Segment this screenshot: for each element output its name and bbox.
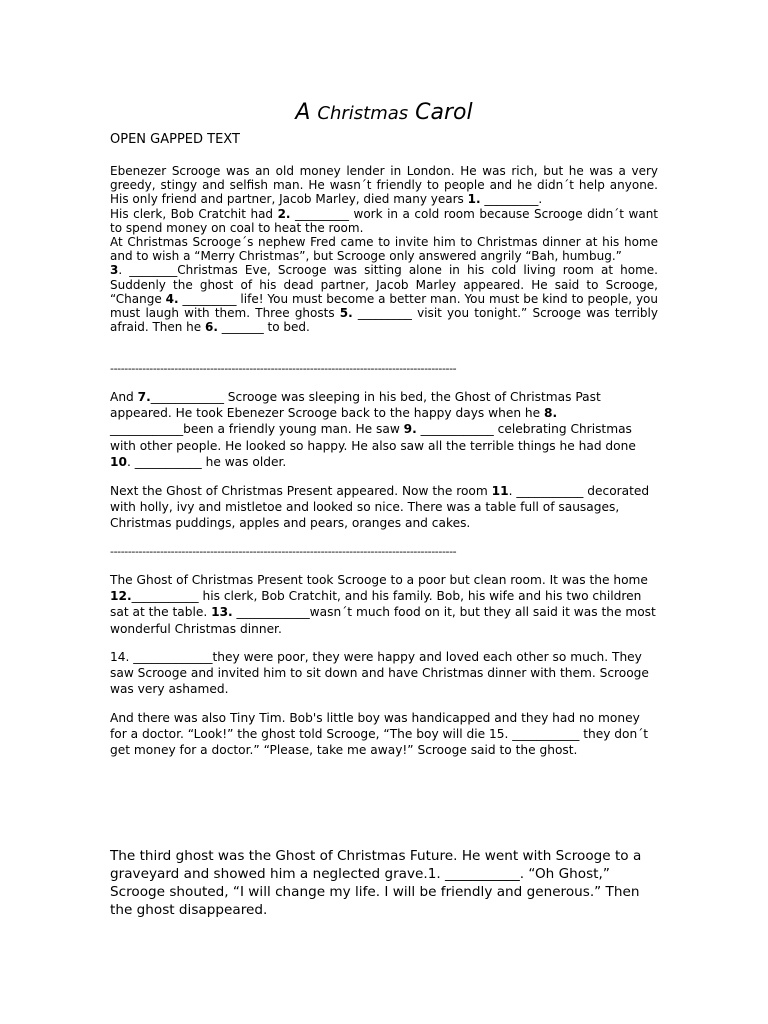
text: ___________ his clerk, Bob Cratchit, and his family. Bob, his wife and his two children sat at the table. [110, 589, 642, 620]
paragraph-3: At Christmas Scrooge´s nephew Fred came to invite him to Christmas dinner at his home and to wish a “Merry Christmas”, but Scrooge only answered angrily “Bah, humbug.” [110, 235, 658, 264]
text: _______ to bed. [217, 320, 310, 335]
section-one [110, 164, 658, 334]
paragraph-6 [110, 483, 658, 532]
paragraph-5 [110, 389, 658, 470]
divider-line: ------------------------------------------------------------------------------------------------- [110, 545, 457, 558]
gap-number: 8. [544, 406, 558, 421]
gap-number: 11 [491, 484, 509, 498]
page-title [0, 100, 768, 125]
paragraph-1 [110, 164, 658, 207]
title-part-carol: Carol [408, 100, 473, 125]
section-three [110, 572, 658, 637]
subtitle: OPEN GAPPED TEXT [110, 132, 240, 147]
text: . ________Christmas Eve, Scrooge was sitting alone in his cold living room at home. Suddenly the ghost of his dead partner, Jacob Marley appeared. He said to Scrooge, “Change [110, 263, 658, 306]
gap-number: 3 [110, 263, 119, 278]
section-two-b [110, 483, 658, 532]
text: . ___________ decorated with holly, ivy and mistletoe and looked so nice. There was a table full of sausages, Christmas puddings, apples and pears, oranges and cakes. [110, 484, 650, 531]
text: . ___________ he was older. [126, 454, 287, 469]
text: ____________been a friendly young man. He saw [110, 422, 404, 437]
paragraph-8: 14. _____________they were poor, they were happy and loved each other so much. They saw Scrooge and invited him to sit down and have Christmas dinner with them. Scrooge was very ashamed. [110, 650, 649, 697]
text: Ebenezer Scrooge was an old money lender in London. He was rich, but he was a very greedy, stingy and selfish man. He wasn´t friendly to people and he didn´t help anyone. His only friend and partner, Jacob Marley, died many years [110, 164, 658, 207]
title-part-a: A [295, 100, 318, 125]
text: ____________wasn´t much food on it, but they all said it was the most wonderful Christmas dinner. [110, 605, 656, 636]
text: Next the Ghost of Christmas Present appeared. Now the room [110, 484, 492, 498]
text: _________. [480, 192, 543, 207]
text: _________ work in a cold room because Scrooge didn´t want to spend money on coal to heat the room. [110, 206, 659, 235]
text: ____________ celebrating Christmas with other people. He looked so happy. He also saw all the terrible things he had done [110, 422, 636, 453]
gap-number: 4. [165, 291, 179, 306]
gap-number: 13. [211, 605, 233, 620]
text: His clerk, Bob Cratchit had [110, 206, 278, 221]
gap-number: 10 [110, 454, 127, 469]
gap-number: 12. [110, 589, 132, 604]
gap-number: 1. [467, 192, 481, 207]
paragraph-2 [110, 207, 658, 235]
section-two [110, 389, 658, 470]
final-paragraph: The third ghost was the Ghost of Christmas Future. He went with Scrooge to a graveyard and showed him a neglected grave.1. ___________. “Oh Ghost,” Scrooge shouted, “I will change my life. I will be friendly and generous.” Then the ghost disappeared. [110, 848, 642, 918]
gap-number: 2. [277, 206, 291, 221]
title-part-christmas: Christmas [317, 103, 409, 124]
text: _________ life! You must become a better man. You must be kind to people, you must laugh with them. Three ghosts [110, 291, 658, 321]
gap-number: 6. [205, 320, 218, 335]
gap-number: 7. [137, 390, 151, 404]
text: The Ghost of Christmas Present took Scrooge to a poor but clean room. It was the home [110, 573, 648, 587]
text: _________ visit you tonight.” Scrooge was terribly afraid. Then he [110, 306, 658, 335]
paragraph-4 [110, 263, 658, 334]
paragraph-7 [110, 572, 658, 637]
gap-number: 9. [403, 422, 417, 437]
section-three-b [110, 649, 658, 698]
text: And [110, 390, 138, 404]
text: ____________ Scrooge was sleeping in his bed, the Ghost of Christmas Past appeared. He took Ebenezer Scrooge back to the happy days when he [110, 390, 601, 421]
section-three-c [110, 710, 658, 759]
divider-line: ------------------------------------------------------------------------------------------------- [110, 362, 457, 375]
paragraph-9: And there was also Tiny Tim. Bob's little boy was handicapped and they had no money for a doctor. “Look!” the ghost told Scrooge, “The boy will die 15. ___________ they don´t get money for a doctor.” “Please, take me away!” Scrooge said to the ghost. [110, 711, 649, 758]
gap-number: 5. [339, 306, 353, 321]
